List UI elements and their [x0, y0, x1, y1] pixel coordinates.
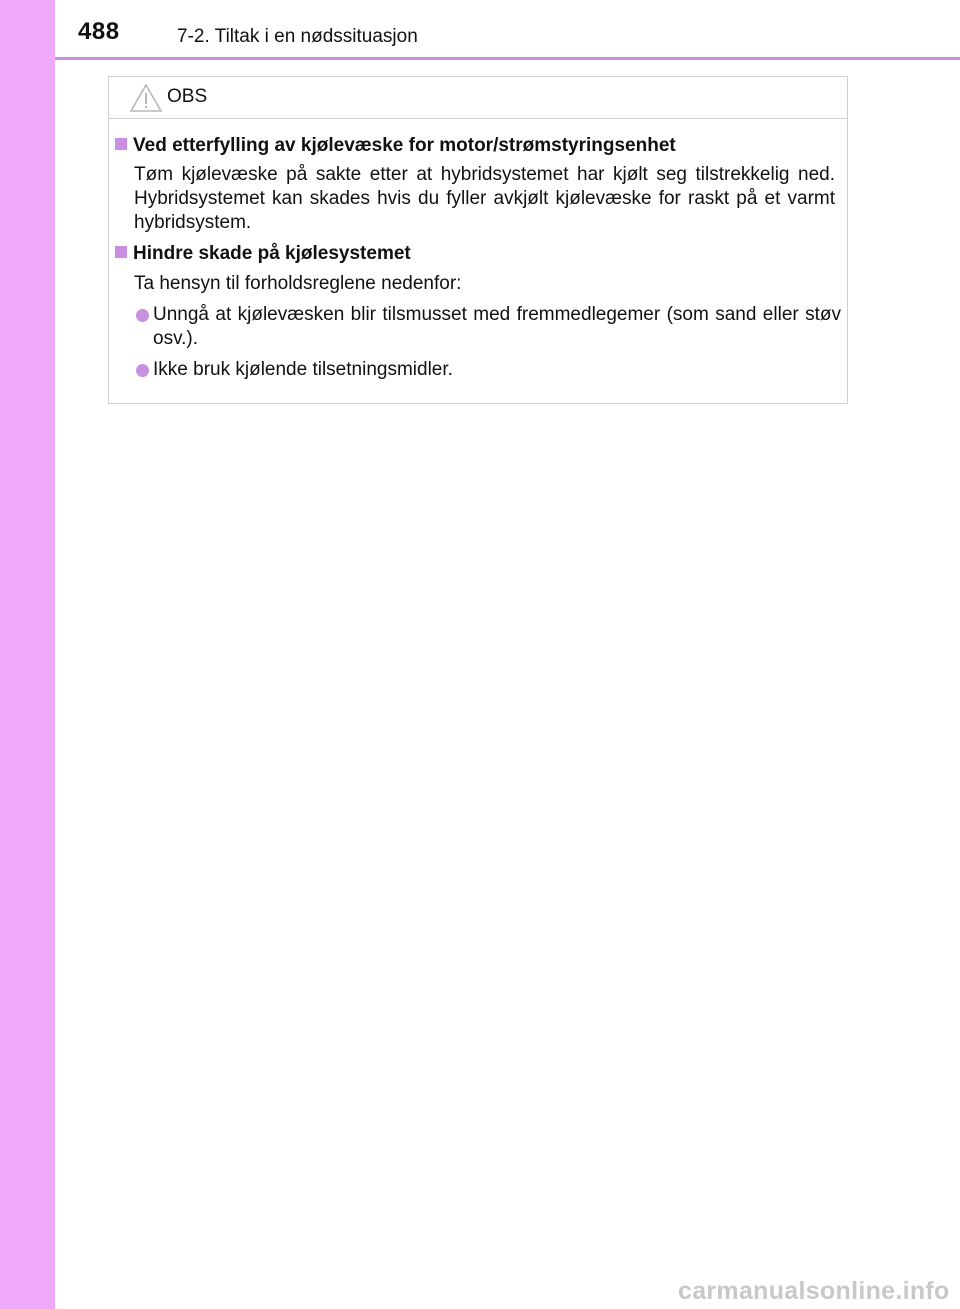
side-color-band [0, 0, 55, 1309]
caution-box [108, 76, 848, 404]
watermark: carmanualsonline.info [678, 1277, 950, 1305]
square-bullet-icon [115, 138, 127, 150]
square-bullet-icon [115, 246, 127, 258]
circle-bullet-icon [136, 309, 149, 322]
list-item-text: Ikke bruk kjølende tilsetningsmidler. [153, 359, 453, 380]
list-item [136, 303, 841, 351]
section-heading-cooling [115, 243, 411, 265]
section-heading-text: Hindre skade på kjølesystemet [133, 243, 411, 264]
circle-bullet-icon [136, 364, 149, 377]
list-item [136, 358, 841, 382]
caution-title: OBS [167, 86, 208, 107]
caution-header [109, 77, 847, 119]
header-rule [55, 57, 960, 60]
section-heading-refill [115, 135, 676, 157]
section-heading-text: Ved etterfylling av kjølevæske for motor/strømstyringsenhet [133, 135, 676, 156]
warning-triangle-icon [129, 83, 163, 113]
section-title: 7-2. Tiltak i en nødssituasjon [177, 26, 418, 47]
section-paragraph-refill: Tøm kjølevæske på sakte etter at hybridsystemet har kjølt seg tilstrekkelig ned. Hybridsystemet kan skades hvis du fyller avkjølt kjølevæske for raskt på et varmt hybridsystem. [134, 164, 835, 233]
list-item-text: Unngå at kjølevæsken blir tilsmusset med fremmedlegemer (som sand eller støv osv.). [153, 304, 841, 349]
page-number: 488 [78, 18, 120, 45]
section-paragraph-cooling: Ta hensyn til forholdsreglene nedenfor: [134, 273, 462, 294]
